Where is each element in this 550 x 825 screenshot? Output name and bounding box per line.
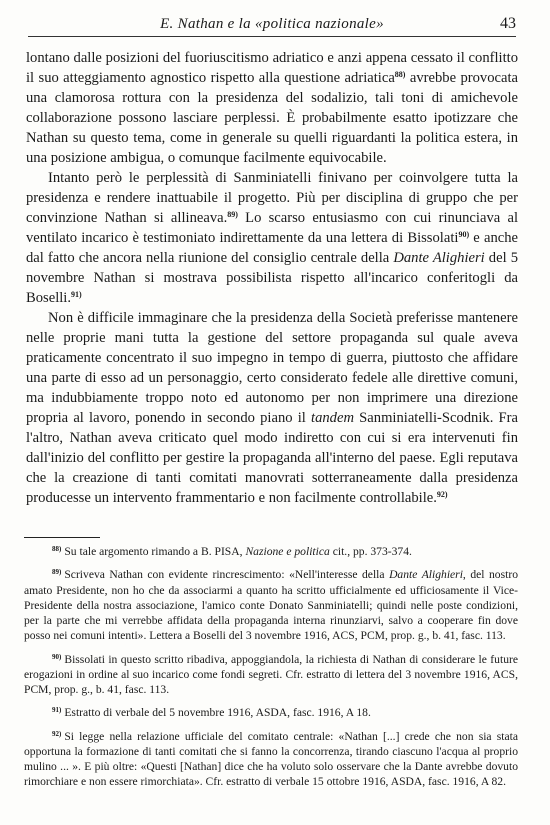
page-number: 43 xyxy=(500,15,516,32)
main-text xyxy=(26,48,518,508)
running-header xyxy=(28,14,516,37)
footnote-88 xyxy=(24,544,518,559)
footnote-number: 91) xyxy=(52,706,62,715)
footnotes xyxy=(24,544,518,798)
footnote-separator xyxy=(24,537,100,538)
footnote-ref-92: 92) xyxy=(436,490,448,499)
footnote-number: 88) xyxy=(52,545,62,553)
italic-title: Dante Alighieri xyxy=(389,568,463,582)
text-run: Intanto però le perplessità di Sanminiatelli finivano per coinvolgere tutta la presidenza e rendere inattuabile il progetto. Più per disciplina di gruppo che per convinzione Nathan si allineava. xyxy=(26,170,518,226)
text-run: e anche dal fatto che ancora nella riunione del consiglio centrale della xyxy=(26,230,518,266)
italic-title: Dante Alighieri xyxy=(393,250,485,266)
note-text: Scriveva Nathan con evidente rincrescimento: «Nell'interesse della xyxy=(64,568,390,582)
text-run: Non è difficile immaginare che la presidenza della Società preferisse mantenere nelle proprie mani tutta la gestione del settore propaganda sul quale aveva praticamente concentrato il suo impegno in tempo di guerra, piuttosto che affidare una parte di esso ad un personaggio, certo considerato fedele alle direttive comuni, ma indubbiamente troppo noto ed autonomo per non imprimere una direzione propria al lavoro, ponendo in secondo piano il xyxy=(26,310,518,426)
text-run: avrebbe provocata una clamorosa rottura con la presidenza del sodalizio, tali toni di amichevole collaborazione possono lasciare perplessi. È probabilmente esatto ipotizzare che Nathan su questo tema, come in generale su quelli riguardanti la politica estera, in una posizione ambigua, o comunque facilmente equivocabile. xyxy=(26,70,518,166)
italic-term: tandem xyxy=(311,410,354,426)
footnote-ref-88: 88) xyxy=(394,70,406,79)
note-text: cit., pp. 373-374. xyxy=(329,545,412,558)
note-text: Bissolati in questo scritto ribadiva, appoggiandola, la richiesta di Nathan di considerare le future erogazioni in ordine al suo incarico come fondi segreti. Cfr. estratto di lettera del 3 novembre 1916, ACS, PCM, prop. g., b. 41, fasc. 113. xyxy=(24,652,518,696)
paragraph-1 xyxy=(26,48,518,168)
note-text: Su tale argomento rimando a B. PISA, xyxy=(64,545,246,558)
text-run: Sanminiatelli-Scodnik. Fra l'altro, Nathan aveva criticato quel modo indiretto con cui si era intervenuti fin dall'inizio del conflitto per gestire la propaganda all'interno del paese. Egli reputava che la creazione di tanti comitati manovrati sotterraneamente dalla presidenza producesse un intervento frammentario e non facilmente controllabile. xyxy=(26,410,518,506)
footnote-number: 90) xyxy=(52,652,62,661)
paragraph-3 xyxy=(26,308,518,508)
running-title: E. Nathan e la «politica nazionale» xyxy=(160,16,384,32)
footnote-number: 89) xyxy=(52,568,62,577)
footnote-ref-89: 89) xyxy=(227,210,238,219)
note-text: , del nostro amato Presidente, non ho che da associarmi a quanto ha scritto ufficialmente ed ufficiosamente il Vice-Presidente della nostra associazione, l'amico conte Donato Sanminiatelli; quindi nelle poste condizioni, per la parte che mi verrebbe affidata della propaganda interna rinunziarvi, salvo a cooperare fin dove posso nei comuni intenti». Lettera a Boselli del 3 novembre 1916, ACS, PCM, prop. g., b. 41, fasc. 113. xyxy=(24,568,518,643)
text-run: del 5 novembre Nathan si mostrava possibilista rispetto all'incarico conferitogli da Boselli. xyxy=(26,250,518,306)
text-run: lontano dalle posizioni del fuoriuscitismo adriatico e anzi appena cessato il conflitto il suo atteggiamento agnostico rispetto alla questione adriatica xyxy=(26,50,518,86)
note-text: Estratto di verbale del 5 novembre 1916, ASDA, fasc. 1916, A 18. xyxy=(64,706,371,720)
text-run: Lo scarso entusiasmo con cui rinunciava al ventilato incarico è testimoniato indirettamente da una lettera di Bissolati xyxy=(26,210,518,246)
footnote-ref-91: 91) xyxy=(71,290,82,299)
footnote-91 xyxy=(24,705,518,720)
footnote-89 xyxy=(24,567,518,643)
italic-title: Nazione e politica xyxy=(245,545,330,558)
paragraph-2 xyxy=(26,168,518,308)
note-text: Si legge nella relazione ufficiale del comitato centrale: «Nathan [...] crede che non sia stata opportuna la formazione di tanti comitati che si fanno la concorrenza, tirando ciascuno l'acqua al proprio mulino ... ». E più oltre: «Questi [Nathan] dice che ha voluto solo osservare che la Dante avrebbe dovuto rimorchiare e non essere rimorchiata». Cfr. estratto di verbale 15 ottobre 1916, ASDA, fasc. 1916, A 82. xyxy=(24,729,518,789)
footnote-number: 92) xyxy=(52,729,62,738)
footnote-ref-90: 90) xyxy=(458,230,470,239)
footnote-92 xyxy=(24,729,518,790)
footnote-90 xyxy=(24,652,518,698)
